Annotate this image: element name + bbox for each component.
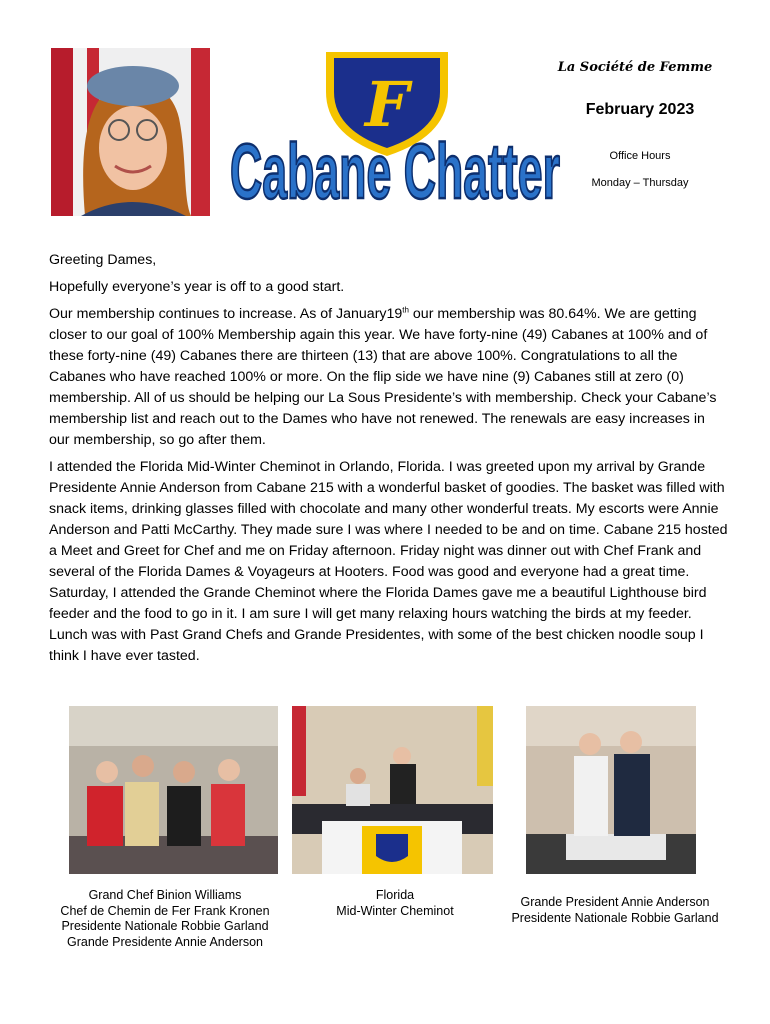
svg-text:Cabane Chatter: Cabane Chatter xyxy=(230,127,560,215)
photo-presidentes xyxy=(526,706,696,874)
photo-mid-winter-cheminot xyxy=(292,706,493,874)
office-hours-label: Office Hours xyxy=(609,150,671,162)
masthead-title xyxy=(225,102,565,217)
caption-photo-chefs: Grand Chef Binion Williams Chef de Chemin de Fer Frank Kronen Presidente Nationale Robbie Garland Grande Presidente Annie Anderson xyxy=(60,888,270,949)
paragraph-intro: Hopefully everyone’s year is off to a good start. xyxy=(49,279,345,295)
office-days: Monday – Thursday xyxy=(591,177,689,189)
paragraph-membership: Our membership continues to increase. As of January19th our membership was 80.64%. We are getting closer to our goal of 100% Membership again this year. We have forty-nine (49) Cabanes at 100% and of these forty-nine (49) Cabanes there are thirteen (13) that are above 100%. Congratulations to all the Cabanes who have reached 100% or more. On the flip side we have nine (9) Cabanes still at zero (0) membership. All of us should be helping our La Sous Presidente’s with membership. Check your Cabane’s membership list and reach out to the Dames who have not renewed. The renewals are easy increases in our membership, so go after them. xyxy=(49,305,717,448)
author-portrait-photo xyxy=(51,48,210,216)
group-photo-chefs xyxy=(69,706,278,874)
greeting: Greeting Dames, xyxy=(49,252,157,268)
svg-text:F: F xyxy=(364,68,410,141)
society-name: La Société de Femme xyxy=(557,60,713,75)
caption-photo-cheminot: Florida Mid-Winter Cheminot xyxy=(336,888,454,918)
issue-date: February 2023 xyxy=(585,101,695,118)
paragraph-cheminot: I attended the Florida Mid-Winter Cheminot in Orlando, Florida. I was greeted upon my arrival by Grande Presidente Annie Anderson from Cabane 215 with a wonderful basket of goodies. The basket was filled with snack items, drinking glasses filled with chocolate and many other wonderful treats. My escorts were Annie Anderson and Patti McCarthy. They made sure I was where I needed to be and on time. Cabane 215 hosted a Meet and Greet for Chef and me on Friday afternoon. Friday night was dinner out with Chef Frank and several of the Florida Dames & Voyageurs at Hooters. Food was good and everyone had a great time. Saturday, I attended the Grande Cheminot where the Florida Dames gave me a beautiful Lighthouse bird feeder and the food to go in it. I am sure I will get many relaxing hours watching the birds at my feeder. Lunch was with Past Grand Chefs and Grande Presidentes, with some of the best chicken noodle soup I think I have ever tasted. xyxy=(49,459,728,664)
newsletter-body xyxy=(49,250,729,673)
caption-photo-presidentes: Grande President Annie Anderson Presidente Nationale Robbie Garland xyxy=(511,895,719,925)
